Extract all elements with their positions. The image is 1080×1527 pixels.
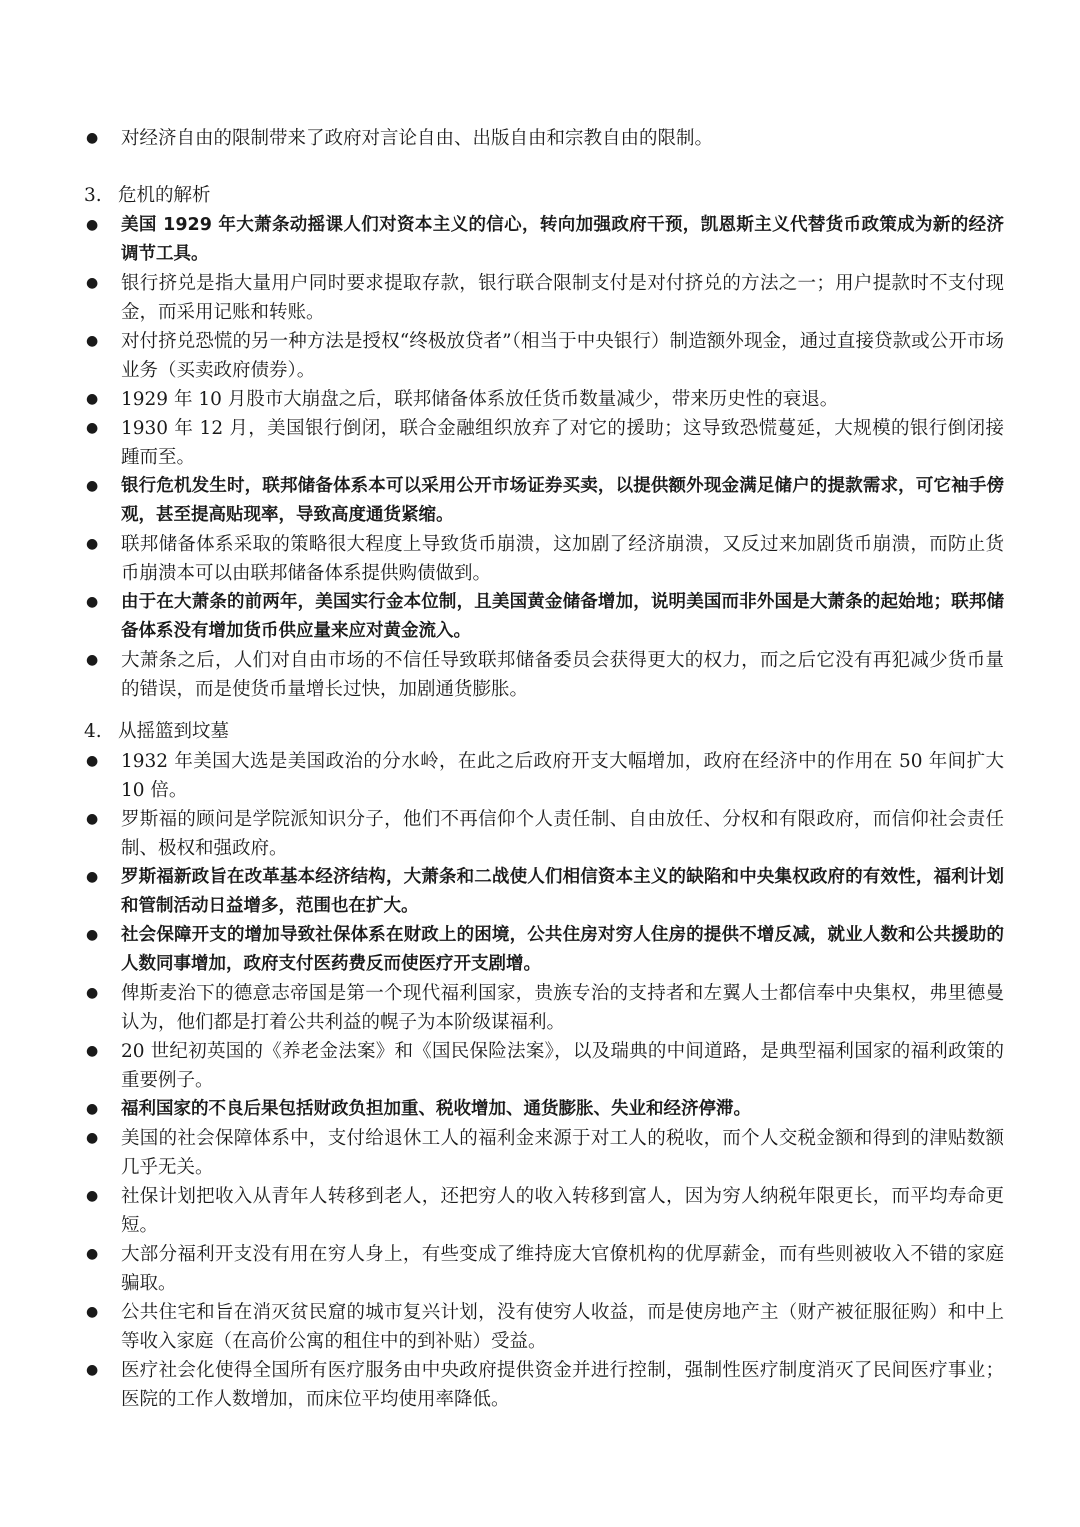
bullet-icon: ● (86, 869, 99, 885)
bullet-icon: ● (86, 811, 99, 827)
list-item-text: 20 世纪初英国的《养老金法案》和《国民保险法案》，以及瑞典的中间道路，是典型福利国家的福利政策的重要例子。 (121, 1041, 1004, 1091)
section-list (84, 747, 1004, 1414)
list-item (84, 805, 1004, 863)
list-item (84, 747, 1004, 805)
list-item-text: 由于在大萧条的前两年，美国实行金本位制，且美国黄金储备增加，说明美国而非外国是大萧条的起始地；联邦储备体系没有增加货币供应量来应对黄金流入。 (121, 592, 1004, 641)
list-item-text: 大萧条之后，人们对自由市场的不信任导致联邦储备委员会获得更大的权力，而之后它没有再犯减少货币量的错误，而是使货币量增长过快，加剧通货膨胀。 (121, 650, 1004, 700)
bullet-icon: ● (86, 391, 99, 407)
section-number: 3. (84, 185, 102, 206)
section-heading (84, 717, 1004, 747)
bullet-icon: ● (86, 217, 99, 233)
list-item-text: 联邦储备体系采取的策略很大程度上导致货币崩溃，这加剧了经济崩溃，又反过来加剧货币崩溃，而防止货币崩溃本可以由联邦储备体系提供购债做到。 (121, 534, 1004, 584)
section-title: 危机的解析 (118, 185, 211, 206)
list-item-text: 银行挤兑是指大量用户同时要求提取存款，银行联合限制支付是对付挤兑的方法之一；用户提款时不支付现金，而采用记账和转账。 (121, 273, 1004, 323)
list-item (84, 863, 1004, 921)
list-item-text: 美国 1929 年大萧条动摇课人们对资本主义的信心，转向加强政府干预，凯恩斯主义代替货币政策成为新的经济调节工具。 (121, 215, 1004, 264)
list-item-text: 大部分福利开支没有用在穷人身上，有些变成了维持庞大官僚机构的优厚薪金，而有些则被收入不错的家庭骗取。 (121, 1244, 1004, 1294)
list-item (84, 472, 1004, 530)
list-item (84, 646, 1004, 704)
list-item (84, 124, 1004, 153)
bullet-icon: ● (86, 1188, 99, 1204)
list-item-text: 1929 年 10 月股市大崩盘之后，联邦储备体系放任货币数量减少，带来历史性的衰退。 (121, 389, 839, 410)
list-item-text: 1930 年 12 月，美国银行倒闭，联合金融组织放弃了对它的援助；这导致恐慌蔓延，大规模的银行倒闭接踵而至。 (121, 418, 1004, 468)
bullet-icon: ● (86, 1101, 99, 1117)
list-item (84, 1298, 1004, 1356)
list-item-text: 银行危机发生时，联邦储备体系本可以采用公开市场证券买卖，以提供额外现金满足储户的提款需求，可它袖手傍观，甚至提高贴现率，导致高度通货紧缩。 (121, 476, 1004, 525)
section-title: 从摇篮到坟墓 (118, 721, 230, 742)
bullet-icon: ● (86, 753, 99, 769)
bullet-icon: ● (86, 130, 99, 146)
list-item (84, 385, 1004, 414)
list-item (84, 327, 1004, 385)
bullet-icon: ● (86, 927, 99, 943)
list-item (84, 414, 1004, 472)
bullet-icon: ● (86, 594, 99, 610)
list-item-text: 福利国家的不良后果包括财政负担加重、税收增加、通货膨胀、失业和经济停滞。 (121, 1099, 751, 1119)
bullet-icon: ● (86, 1130, 99, 1146)
list-item (84, 1124, 1004, 1182)
list-item-text: 医疗社会化使得全国所有医疗服务由中央政府提供资金并进行控制，强制性医疗制度消灭了民间医疗事业；医院的工作人数增加，而床位平均使用率降低。 (121, 1360, 1004, 1410)
bullet-icon: ● (86, 275, 99, 291)
list-item (84, 921, 1004, 979)
list-item (84, 1356, 1004, 1414)
bullet-icon: ● (86, 652, 99, 668)
list-item-text: 罗斯福新政旨在改革基本经济结构，大萧条和二战使人们相信资本主义的缺陷和中央集权政府的有效性，福利计划和管制活动日益增多，范围也在扩大。 (121, 867, 1004, 916)
list-item (84, 1095, 1004, 1124)
bullet-icon: ● (86, 536, 99, 552)
section-list (84, 211, 1004, 704)
list-item (84, 979, 1004, 1037)
intro-block (84, 124, 1004, 153)
list-item (84, 1037, 1004, 1095)
bullet-icon: ● (86, 985, 99, 1001)
list-item-text: 社保计划把收入从青年人转移到老人，还把穷人的收入转移到富人，因为穷人纳税年限更长，而平均寿命更短。 (121, 1186, 1004, 1236)
bullet-icon: ● (86, 420, 99, 436)
list-item-text: 对经济自由的限制带来了政府对言论自由、出版自由和宗教自由的限制。 (121, 128, 714, 149)
list-item (84, 1182, 1004, 1240)
list-item-text: 社会保障开支的增加导致社保体系在财政上的困境，公共住房对穷人住房的提供不增反减，就业人数和公共援助的人数同事增加，政府支付医药费反而使医疗开支剧增。 (121, 925, 1004, 974)
section-heading (84, 181, 1004, 211)
list-item-text: 俾斯麦治下的德意志帝国是第一个现代福利国家，贵族专治的支持者和左翼人士都信奉中央集权，弗里德曼认为，他们都是打着公共利益的幌子为本阶级谋福利。 (121, 983, 1004, 1033)
intro-list (84, 124, 1004, 153)
bullet-icon: ● (86, 478, 99, 494)
bullet-icon: ● (86, 1362, 99, 1378)
bullet-icon: ● (86, 1246, 99, 1262)
section-cradle-to-grave (84, 717, 1004, 1414)
list-item (84, 1240, 1004, 1298)
list-item-text: 对付挤兑恐慌的另一种方法是授权“终极放贷者”（相当于中央银行）制造额外现金，通过直接贷款或公开市场业务（买卖政府债券）。 (121, 331, 1004, 381)
section-crisis (84, 181, 1004, 704)
list-item (84, 211, 1004, 269)
section-number: 4. (84, 721, 102, 742)
list-item-text: 1932 年美国大选是美国政治的分水岭，在此之后政府开支大幅增加，政府在经济中的作用在 50 年间扩大 10 倍。 (121, 751, 1004, 801)
list-item (84, 530, 1004, 588)
list-item (84, 269, 1004, 327)
list-item-text: 公共住宅和旨在消灭贫民窟的城市复兴计划，没有使穷人收益，而是使房地产主（财产被征服征购）和中上等收入家庭（在高价公寓的租住中的到补贴）受益。 (121, 1302, 1004, 1352)
list-item (84, 588, 1004, 646)
bullet-icon: ● (86, 333, 99, 349)
list-item-text: 美国的社会保障体系中，支付给退休工人的福利金来源于对工人的税收，而个人交税金额和得到的津贴数额几乎无关。 (121, 1128, 1004, 1178)
bullet-icon: ● (86, 1043, 99, 1059)
bullet-icon: ● (86, 1304, 99, 1320)
list-item-text: 罗斯福的顾问是学院派知识分子，他们不再信仰个人责任制、自由放任、分权和有限政府，而信仰社会责任制、极权和强政府。 (121, 809, 1004, 859)
